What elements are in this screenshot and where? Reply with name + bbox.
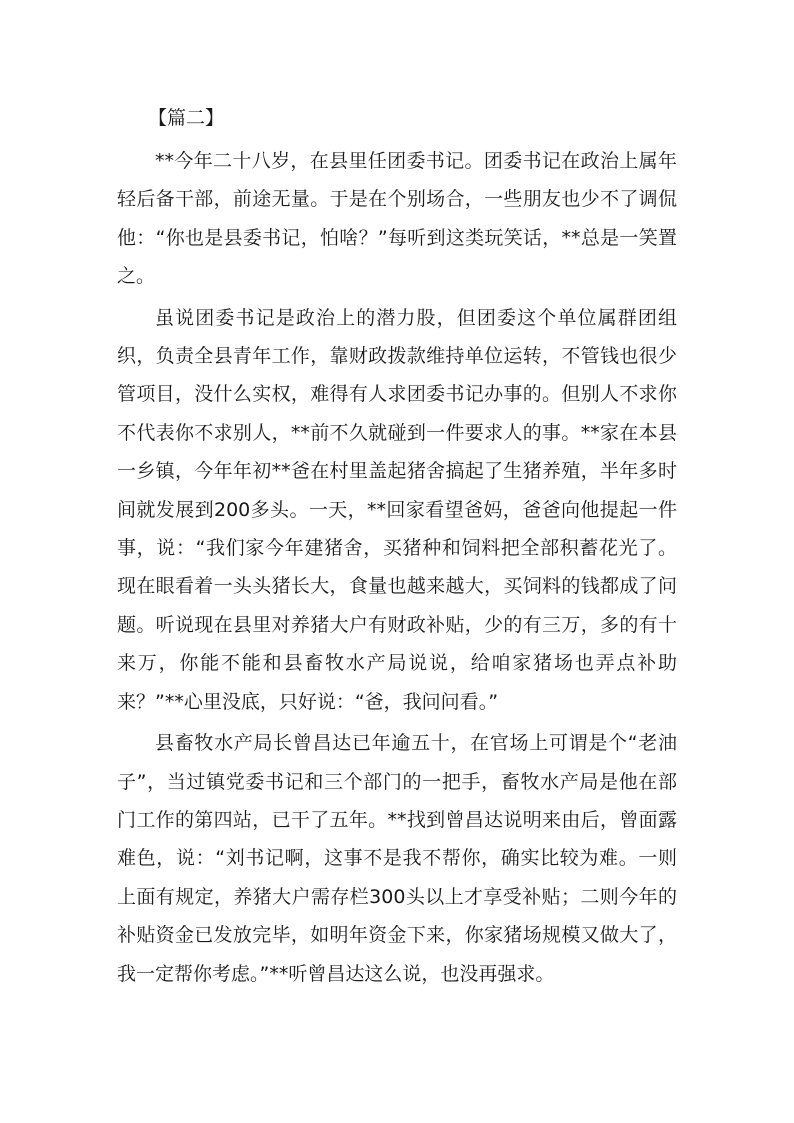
paragraph-2: 虽说团委书记是政治上的潜力股，但团委这个单位属群团组织，负责全县青年工作，靠财政拨款维持单位运转，不管钱也很少管项目，没什么实权，难得有人求团委书记办事的。但别人不求你不代表你不求别人，**前不久就碰到一件要求人的事。**家在本县一乡镇，今年年初**爸在村里盖起猪舍搞起了生猪养殖，半年多时间就发展到200多头。一天，**回家看望爸妈，爸爸向他提起一件事，说：“我们家今年建猪舍，买猪种和饲料把全部积蓄花光了。现在眼看着一头头猪长大，食量也越来越大，买饲料的钱都成了问题。听说现在县里对养猪大户有财政补贴，少的有三万，多的有十来万，你能不能和县畜牧水产局说说，给咱家猪场也弄点补助来？”**心里没底，只好说：“爸，我问问看。” bbox=[117, 306, 677, 713]
paragraph-3: 县畜牧水产局长曾昌达已年逾五十，在官场上可谓是个“老油子”，当过镇党委书记和三个部门的一把手，畜牧水产局是他在部门工作的第四站，已干了五年。**找到曾昌达说明来由后，曾面露难色，说：“刘书记啊，这事不是我不帮你，确实比较为难。一则上面有规定，养猪大户需存栏300头以上才享受补贴；二则今年的补贴资金已发放完毕，如明年资金下来，你家猪场规模又做大了，我一定帮你考虑。”**听曾昌达这么说，也没再强求。 bbox=[117, 732, 677, 985]
section-heading: 【篇二】 bbox=[148, 107, 225, 129]
paragraph-1: **今年二十八岁，在县里任团委书记。团委书记在政治上属年轻后备干部，前途无量。于是在个别场合，一些朋友也少不了调侃他：“你也是县委书记，怕啥？”每听到这类玩笑话，**总是一笑置之。 bbox=[117, 150, 677, 288]
document-body bbox=[117, 142, 677, 996]
